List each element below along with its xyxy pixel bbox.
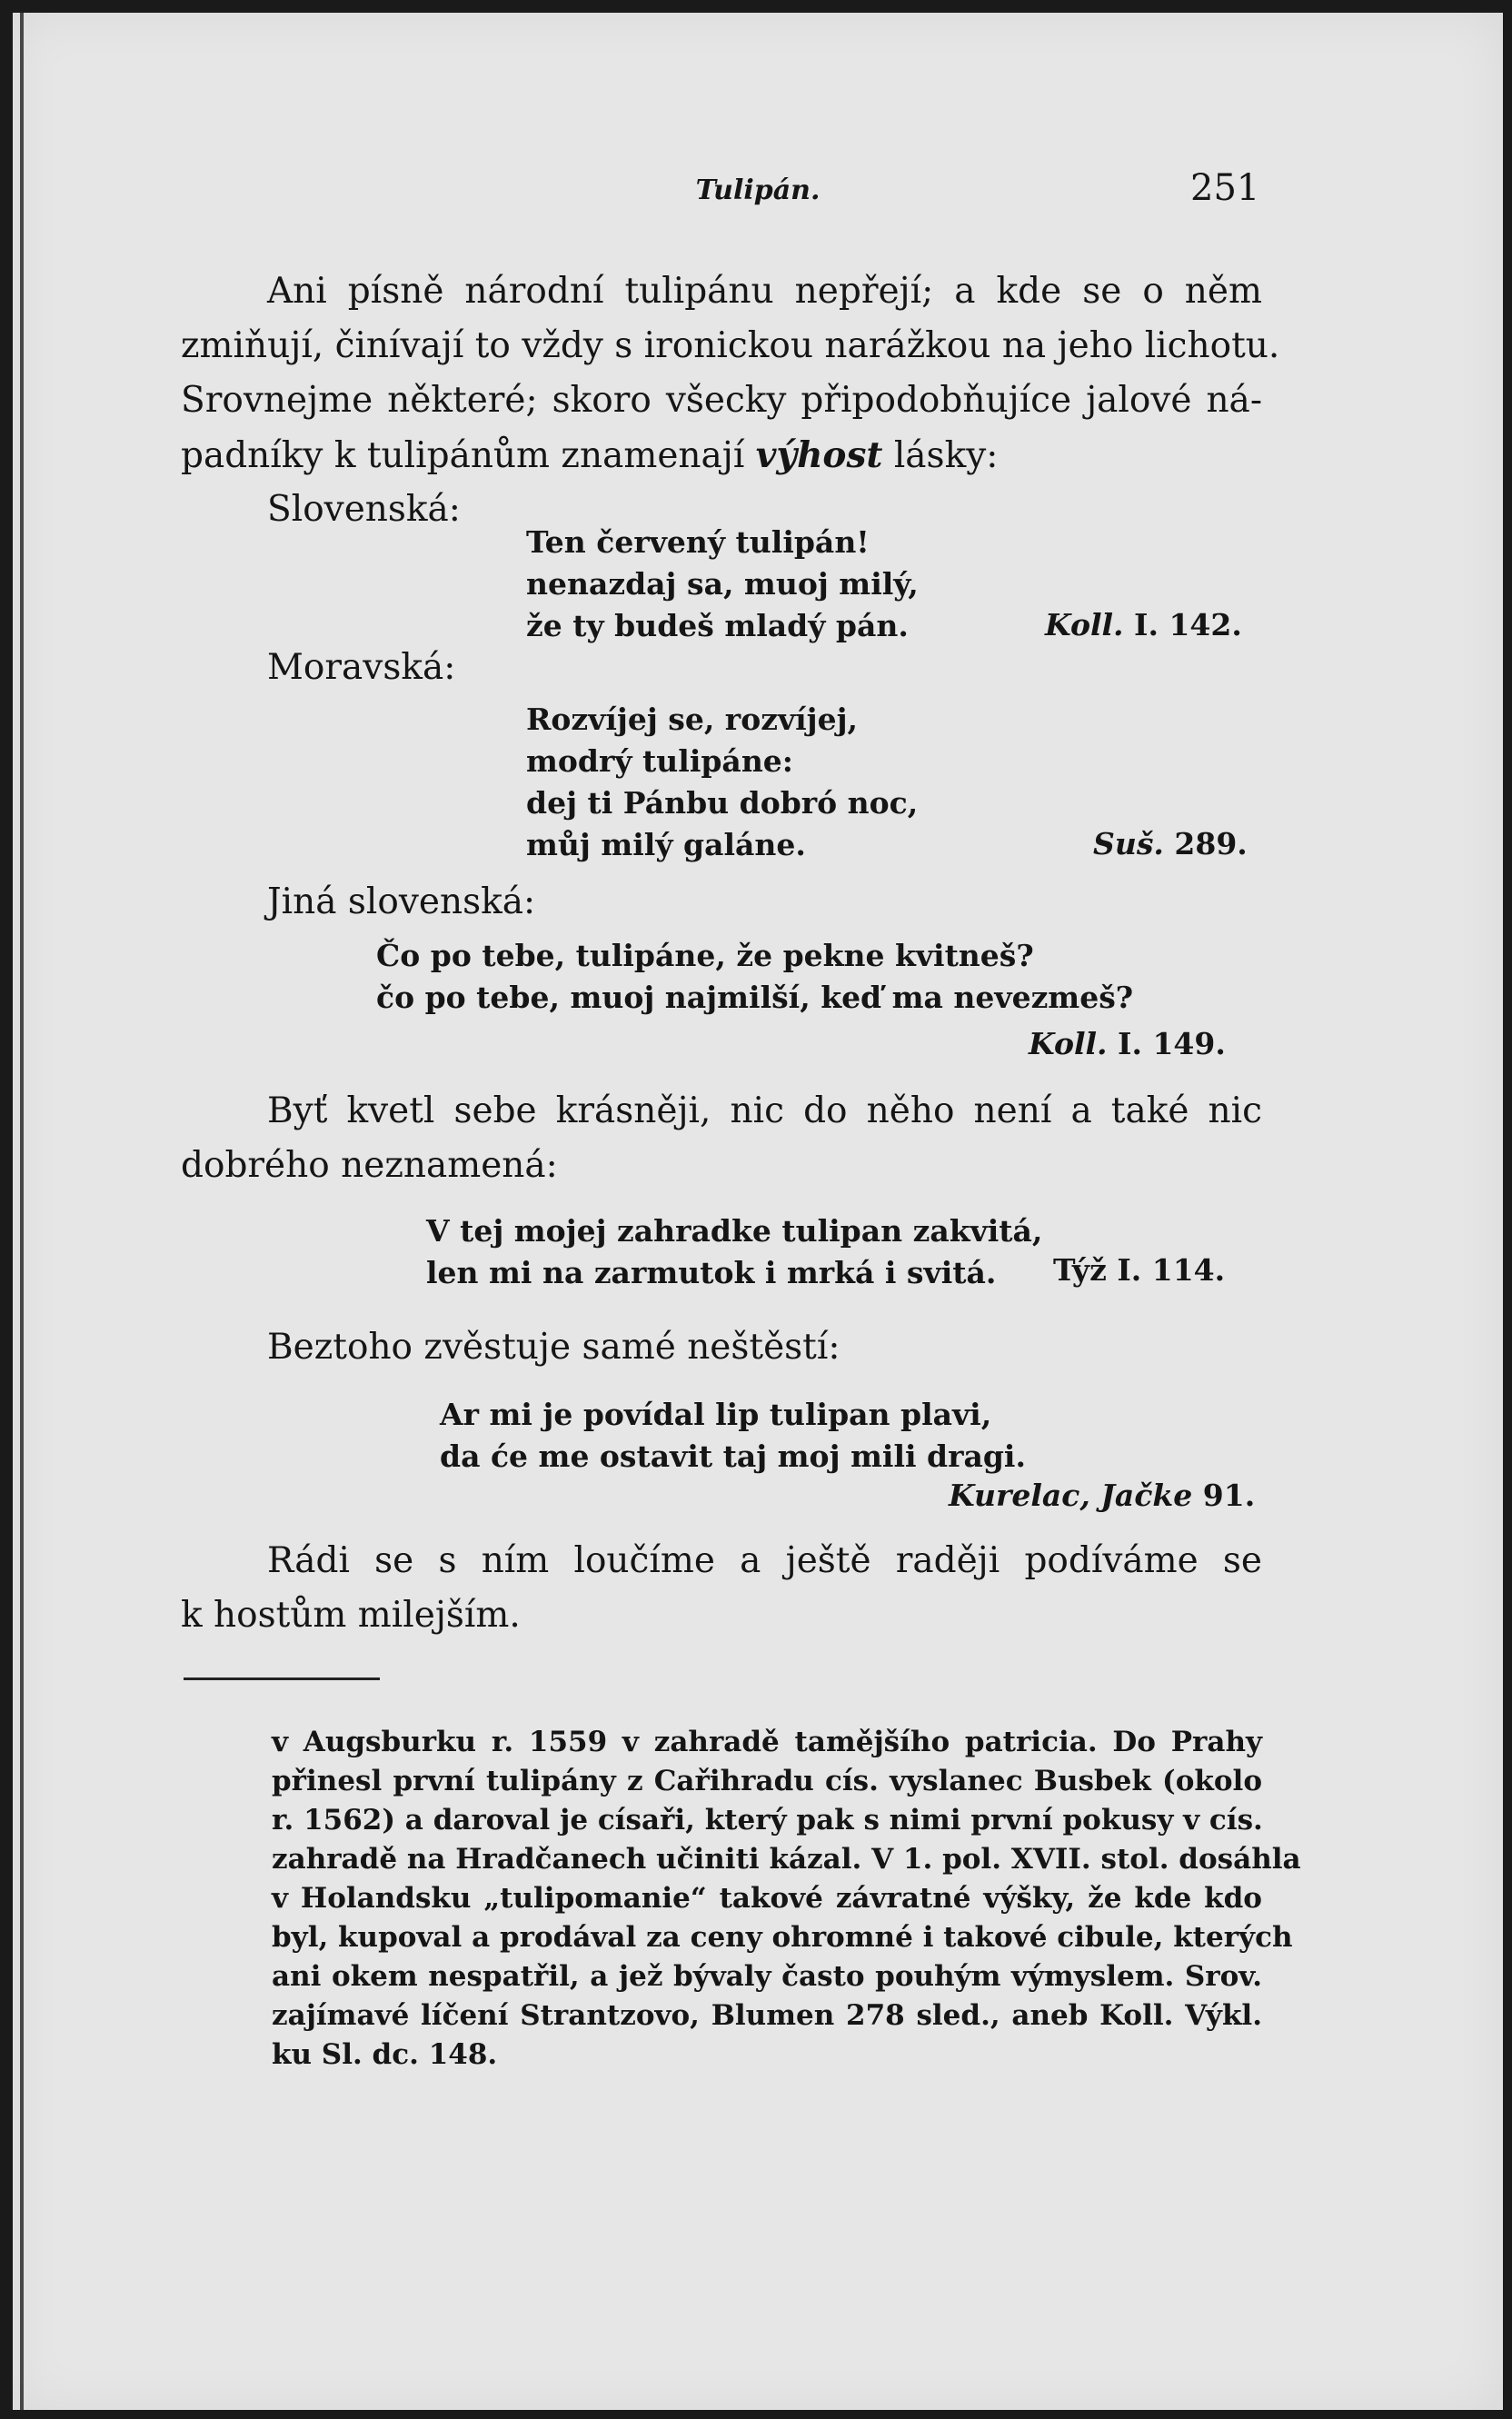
- text-line: Byť kvetl sebe krásněji, nic do něho není a také nic: [267, 1090, 1262, 1131]
- citation-ref: I. 149.: [1118, 1026, 1226, 1061]
- verse-tulipan-plavi: [440, 1394, 1026, 1478]
- text-line: dobrého neznamená:: [181, 1145, 558, 1186]
- verse-line: len mi na zarmutok i mrká i svitá.: [426, 1255, 997, 1290]
- page-number: 251: [1190, 167, 1260, 209]
- footnote-line: v Holandsku „tulipomanie“ takové závratné výšky, že kde kdo: [272, 1882, 1262, 1915]
- citation-source: Suš.: [1093, 826, 1164, 861]
- footnote-line: r. 1562) a daroval je císaři, který pak s nimi první pokusy v cís.: [272, 1804, 1263, 1837]
- verse-line: modrý tulipáne:: [526, 743, 793, 779]
- text-run: padníky k tulipánům znamenají: [181, 435, 745, 476]
- verse-line: Ten červený tulipán!: [526, 524, 870, 560]
- text-line: Rádi se s ním loučíme a ještě raději podíváme se: [267, 1540, 1262, 1581]
- emphasis: výhost: [755, 434, 883, 476]
- verse-slovenska: [526, 522, 919, 647]
- citation-ref: 289.: [1174, 826, 1248, 861]
- paragraph-misfortune: Beztoho zvěstuje samé neštěstí:: [267, 1327, 841, 1368]
- footnote-line: ku Sl. dc. 148.: [272, 2038, 498, 2071]
- citation: [949, 1478, 1255, 1513]
- footnote-line: ani okem nespatřil, a jež bývaly často pouhým výmyslem. Srov.: [272, 1960, 1262, 1993]
- verse-line: Čo po tebe, tulipáne, že pekne kvitneš?: [376, 938, 1034, 973]
- citation-source: Kurelac, Jačke: [949, 1478, 1193, 1513]
- footnote-line: přinesl první tulipány z Cařihradu cís. vyslanec Busbek (okolo: [272, 1765, 1262, 1797]
- text-run: lásky:: [893, 435, 999, 476]
- section-label-slovenska: Slovenská:: [267, 489, 461, 530]
- verse-jina: [376, 935, 1133, 1019]
- text-line: zmiňují, činívají to vždy s ironickou narážkou na jeho lichotu.: [181, 325, 1280, 366]
- verse-line: da će me ostavit taj moj mili dragi.: [440, 1438, 1026, 1474]
- footnote-line: v Augsburku r. 1559 v zahradě tamějšího patricia. Do Prahy: [272, 1726, 1262, 1758]
- verse-line: nenazdaj sa, muoj milý,: [526, 566, 919, 602]
- citation-source: Koll.: [1045, 607, 1124, 642]
- citation: [1093, 826, 1248, 861]
- verse-line: V tej mojej zahradke tulipan zakvitá,: [426, 1213, 1043, 1249]
- citation-ref: 91.: [1202, 1478, 1256, 1513]
- verse-line: že ty budeš mladý pán.: [526, 608, 909, 643]
- citation-ref: I. 142.: [1134, 607, 1242, 642]
- footnote-line: byl, kupoval a prodával za ceny ohromné i takové cibule, kterých: [272, 1921, 1293, 1954]
- section-label-jina: Jiná slovenská:: [267, 881, 536, 922]
- page-edge-rule: [20, 13, 24, 2410]
- running-head: Tulipán.: [695, 174, 821, 206]
- footnote-rule: [184, 1677, 380, 1680]
- text-line: [181, 429, 1262, 483]
- section-label-moravska: Moravská:: [267, 647, 456, 688]
- verse-zahradka: [426, 1210, 1042, 1294]
- citation: Týž I. 114.: [1053, 1252, 1226, 1288]
- verse-line: Ar mi je povídal lip tulipan plavi,: [440, 1397, 992, 1432]
- text-line: Ani písně národní tulipánu nepřejí; a kde se o něm: [267, 271, 1262, 312]
- verse-moravska: [526, 699, 918, 866]
- citation: [1029, 1026, 1226, 1061]
- footnote-line: zahradě na Hradčanech učiniti kázal. V 1. pol. XVII. stol. dosáhla: [272, 1843, 1301, 1876]
- citation: [1045, 607, 1242, 642]
- text-line: Srovnejme některé; skoro všecky připodobňujíce jalové ná-: [181, 380, 1262, 421]
- verse-line: čo po tebe, muoj najmilší, keď ma nevezmeš?: [376, 980, 1134, 1015]
- verse-line: Rozvíjej se, rozvíjej,: [526, 702, 859, 737]
- text-line: k hostům milejším.: [181, 1595, 521, 1636]
- book-page: [13, 13, 1503, 2410]
- verse-line: dej ti Pánbu dobró noc,: [526, 785, 919, 821]
- verse-line: můj milý galáne.: [526, 827, 806, 862]
- citation-source: Koll.: [1029, 1026, 1108, 1061]
- footnote-line: zajímavé líčení Strantzovo, Blumen 278 sled., aneb Koll. Výkl.: [272, 1999, 1262, 2032]
